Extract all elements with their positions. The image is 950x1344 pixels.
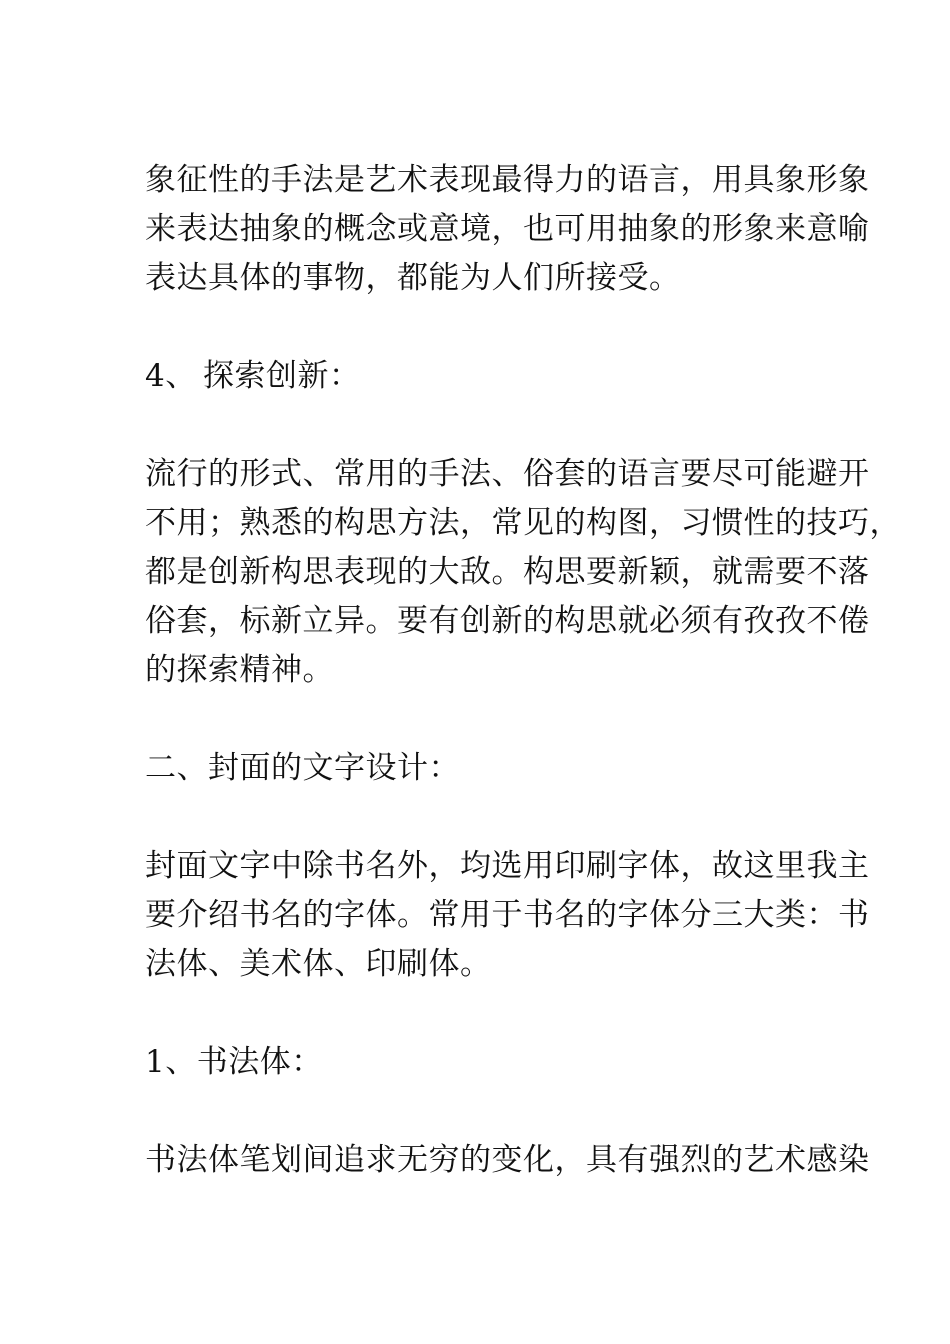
paragraph-gap xyxy=(145,793,810,842)
heading-cover-text-design xyxy=(145,744,810,793)
heading-text: 1、书法体： xyxy=(145,1044,323,1080)
paragraph-cover-fonts xyxy=(145,842,870,989)
heading-calligraphy xyxy=(145,1038,810,1087)
document-body xyxy=(145,156,901,1185)
heading-number: 4、 xyxy=(145,358,197,394)
text-line: 流行的形式、常用的手法、俗套的语言要尽可能避开 xyxy=(145,456,870,492)
heading-text: 二、封面的文字设计： xyxy=(145,750,460,786)
paragraph-gap xyxy=(145,989,810,1038)
text-line: 法体、美术体、印刷体。 xyxy=(145,946,492,982)
text-line: 表达具体的事物，都能为人们所接受。 xyxy=(145,260,681,296)
text-line: 的探索精神。 xyxy=(145,652,334,688)
text-line: 书法体笔划间追求无穷的变化，具有强烈的艺术感染 xyxy=(145,1142,870,1178)
text-line: 不用；熟悉的构思方法，常见的构图，习惯性的技巧， xyxy=(145,505,901,541)
paragraph-gap xyxy=(145,1087,810,1136)
text-line: 俗套，标新立异。要有创新的构思就必须有孜孜不倦 xyxy=(145,603,870,639)
paragraph-innovation xyxy=(145,450,901,695)
paragraph-gap xyxy=(145,401,810,450)
paragraph-symbolism xyxy=(145,156,870,303)
text-line: 封面文字中除书名外，均选用印刷字体，故这里我主 xyxy=(145,848,870,884)
paragraph-gap xyxy=(145,695,810,744)
paragraph-calligraphy xyxy=(145,1136,870,1185)
heading-explore-innovation xyxy=(145,352,810,401)
paragraph-gap xyxy=(145,303,810,352)
text-line: 要介绍书名的字体。常用于书名的字体分三大类：书 xyxy=(145,897,870,933)
text-line: 象征性的手法是艺术表现最得力的语言，用具象形象 xyxy=(145,162,870,198)
heading-text: 探索创新： xyxy=(203,358,361,394)
text-line: 来表达抽象的概念或意境，也可用抽象的形象来意喻 xyxy=(145,211,870,247)
text-line: 都是创新构思表现的大敌。构思要新颖，就需要不落 xyxy=(145,554,870,590)
